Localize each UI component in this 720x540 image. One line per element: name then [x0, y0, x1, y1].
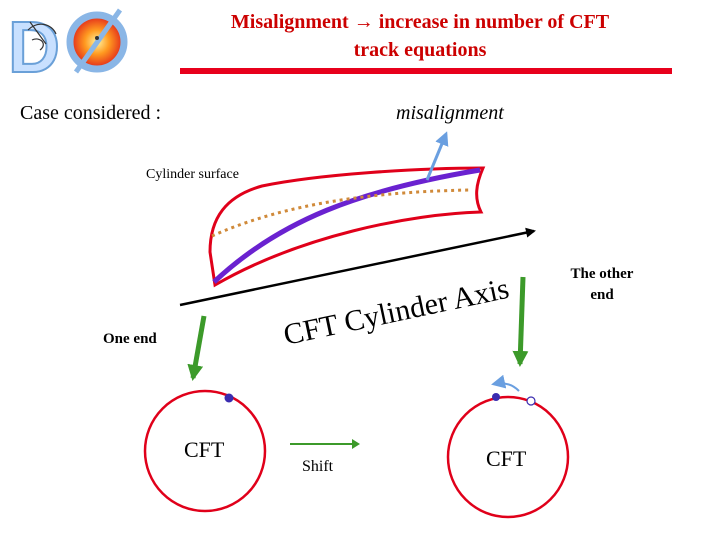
cylinder-surface [210, 168, 483, 285]
logo-d: D [8, 8, 60, 88]
other-end-line-2: end [590, 287, 614, 303]
logo-vertex-icon [95, 36, 99, 40]
nominal-track-line [212, 190, 470, 236]
cylinder-surface-outline [210, 168, 483, 285]
cft-right-label: CFT [486, 446, 527, 471]
case-considered-label: Case considered : [20, 102, 162, 124]
cylinder-axis-label: CFT Cylinder Axis [280, 271, 512, 352]
shift-label: Shift [302, 458, 334, 475]
cft-left-circle [145, 391, 265, 511]
rotation-arrow [494, 383, 519, 391]
cylinder-surface-label: Cylinder surface [146, 167, 239, 182]
cft-right-circle [448, 397, 568, 517]
dzero-logo [8, 8, 124, 88]
misalignment-pointer-arrow [427, 134, 446, 180]
shift-arrowhead [352, 439, 360, 449]
one-end-arrow [193, 316, 204, 378]
one-end-label: One end [103, 331, 157, 347]
other-end-line-1: The other [570, 266, 634, 282]
cft-left-marker [225, 394, 234, 403]
misalignment-label: misalignment [396, 102, 504, 124]
cft-right-marker [492, 393, 500, 401]
cft-right-shifted-marker [527, 397, 535, 405]
cft-left-label: CFT [184, 437, 225, 462]
title-line-1: Misalignment → increase in number of CFT [230, 11, 610, 33]
other-end-arrow [520, 277, 523, 364]
title-line-2: track equations [353, 39, 487, 61]
